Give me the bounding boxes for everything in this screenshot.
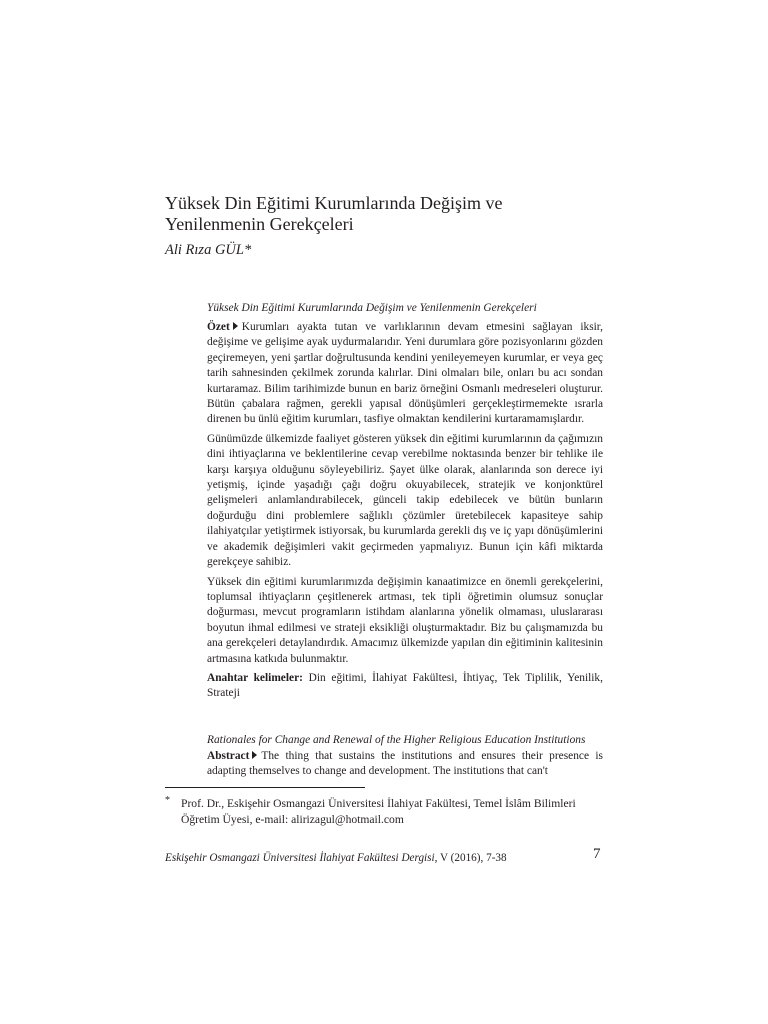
abstract-paragraph: Yüksek din eğitimi kurumlarımızda değişimin kanaatimizce en önemli gerekçelerini, toplumsal ihtiyaçların çeşitlenerek artması, tek tipli öğretimin olumsuz sonuçlar doğurması, mevcut programların istihdam alanlarına yönelik olmaması, uluslararası boyutun ihmal edilmesi ve strateji eksikliği oluşturmaktadır. Biz bu çalışmamızda bu ana gerekçeleri detaylandırdık. Amacımız ülkemizde yapılan din eğitiminin kalitesinin artmasına katkıda bulunmaktır. <box>207 575 603 665</box>
abstract-paragraph <box>207 320 603 428</box>
abstract-text: The thing that sustains the institutions and ensures their presence is adapting themselves to change and development. The institutions that can't <box>207 750 603 778</box>
abstract-text: Kurumları ayakta tutan ve varlıklarının devam etmesini sağlayan iksir, değişime ve gelişime ayak uydurmalarıdır. Yeni durumlara göre pozisyonlarını gözden geçiremeyen, yeni şartlar doğrultusunda kendini yenileyemeyen kurumlar, er veya geç tarih sahnesinden çekilmek zorunda kalırlar. Dini olmaları bile, onları bu acı sondan kurtaramaz. Bilim tarihimizde bunun en bariz örneğini Osmanlı medreseleri oluşturur. Bütün çabalara rağmen, gerekli yapısal dönüşümleri gerçekleştirmemekte ısrarla direnen bu ünlü eğitim kurumları, tasfiye olmaktan kendilerini kurtaramamışlardır. <box>207 321 603 426</box>
keywords-text: Din eğitimi, İlahiyat Fakültesi, İhtiyaç, Tek Tiplilik, Yenilik, Strateji <box>207 671 603 700</box>
author-name: Ali Rıza GÜL* <box>165 242 252 258</box>
english-abstract-heading: Rationales for Change and Renewal of the Higher Religious Education Institutions <box>207 734 586 746</box>
turkish-abstract-heading: Yüksek Din Eğitimi Kurumlarında Değişim ve Yenilenmenin Gerekçeleri <box>207 302 537 314</box>
triangle-right-icon <box>233 322 238 330</box>
page-number: 7 <box>593 846 601 862</box>
page-footer <box>165 852 605 864</box>
abstract-paragraph <box>207 749 603 780</box>
footnote-mark: * <box>165 795 170 806</box>
footnote-divider <box>165 787 365 788</box>
english-abstract <box>207 749 603 780</box>
abstract-label: Özet <box>207 321 230 333</box>
keywords <box>207 671 603 702</box>
keywords-label: Anahtar kelimeler: <box>207 671 303 684</box>
turkish-abstract <box>207 320 603 706</box>
footnote-text: Prof. Dr., Eskişehir Osmangazi Üniversitesi İlahiyat Fakültesi, Temel İslâm Bilimleri Öğretim Üyesi, e-mail: alirizagul@hotmail.com <box>181 797 576 826</box>
footnote <box>165 796 605 828</box>
abstract-paragraph: Günümüzde ülkemizde faaliyet gösteren yüksek din eğitimi kurumlarının da çağımızın dini ihtiyaçlarına ve beklentilerine cevap verebilme noktasında benzer bir tehlike ile karşı karşıya olduğunu söyleyebiliriz. Şayet ülke olarak, alanlarında son derece iyi yetişmiş, içinde yaşadığı çağı doğru okuyabilecek, stratejik ve konjonktürel gelişmeleri anlamlandırabilecek, günceli takip edebilecek ve bütün bunların doğurduğu dini problemlere sağlıklı çözümler üretebilecek kapasiteye sahip ilahiyatçılar yetiştirmek istiyorsak, bu kurumlarda gerekli dış ve iç yapı dönüşümlerini ve akademik değişimleri vakit geçirmeden yapmalıyız. Bunun için kâfi miktarda gerekçeye sahibiz. <box>207 432 603 569</box>
article-title: Yüksek Din Eğitimi Kurumlarında Değişim ve Yenilenmenin Gerekçeleri <box>165 193 503 234</box>
journal-name: Eskişehir Osmangazi Üniversitesi İlahiyat Fakültesi Dergisi <box>165 852 435 864</box>
triangle-right-icon <box>252 751 257 759</box>
journal-issue: , V (2016), 7-38 <box>434 852 507 864</box>
abstract-label: Abstract <box>207 750 250 762</box>
